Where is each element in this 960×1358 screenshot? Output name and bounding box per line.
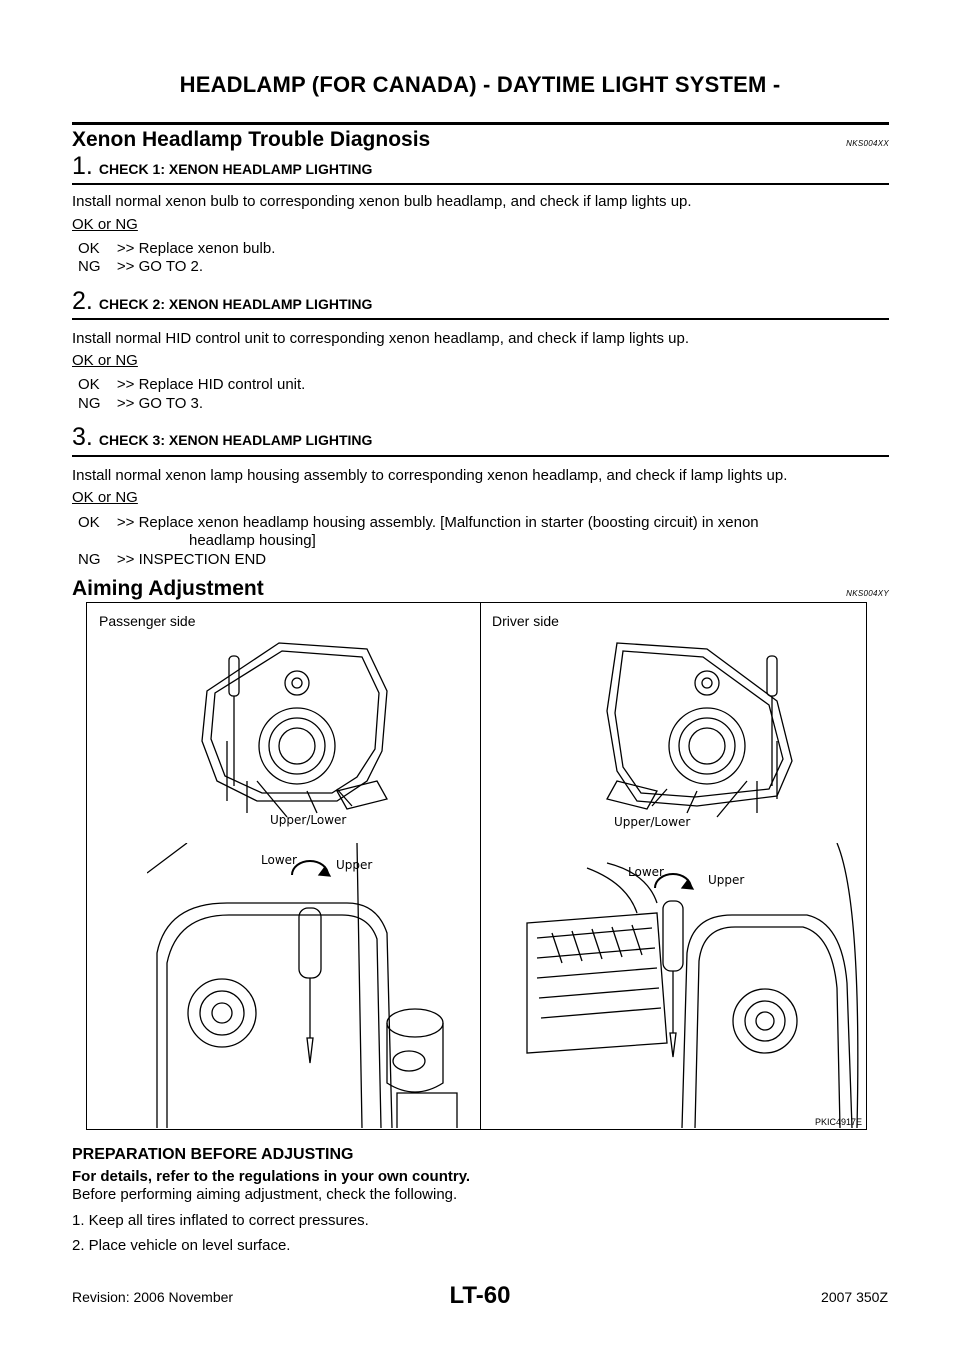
check-2-text: Install normal HID control unit to corresponding xenon headlamp, and check if lamp lights up.	[72, 330, 689, 347]
prep-item: 1. Keep all tires inflated to correct pressures.	[72, 1212, 369, 1229]
check-1-result-ng	[78, 258, 890, 275]
check-2-result-ok	[78, 376, 890, 393]
result-value: >> GO TO 2.	[116, 258, 204, 275]
driver-upper-lower-label: Upper/Lower	[614, 815, 691, 829]
check-1-rule	[72, 183, 889, 185]
prep-bold-line: For details, refer to the regulations in your own country.	[72, 1168, 471, 1185]
figure-id: PKIC4917E	[815, 1117, 863, 1127]
check-3-result-ok	[78, 514, 890, 531]
check-title: CHECK 2: XENON HEADLAMP LIGHTING	[98, 296, 373, 312]
check-3-result-ok-continuation: headlamp housing]	[189, 532, 316, 549]
prep-item: 2. Place vehicle on level surface.	[72, 1237, 291, 1254]
result-key: OK	[78, 240, 100, 257]
check-2-result-ng	[78, 395, 890, 412]
aiming-adjustment-figure	[86, 602, 867, 1130]
check-title: CHECK 1: XENON HEADLAMP LIGHTING	[98, 161, 373, 177]
page-number: LT-60	[449, 1282, 511, 1309]
result-value: >> Replace xenon headlamp housing assembly. [Malfunction in starter (boosting circuit) in xenon	[116, 514, 759, 531]
passenger-lower-label: Lower	[261, 853, 297, 867]
page-header-title: HEADLAMP (FOR CANADA) - DAYTIME LIGHT SYSTEM -	[179, 72, 781, 97]
result-key: NG	[78, 551, 101, 568]
section-title-aiming-adjustment: Aiming Adjustment	[72, 577, 264, 600]
section-id-aiming-adjustment: NKS004XY	[846, 589, 889, 598]
result-key: OK	[78, 376, 100, 393]
prep-line: Before performing aiming adjustment, check the following.	[72, 1186, 458, 1203]
check-2-heading	[72, 287, 372, 316]
check-1-ok-or-ng: OK or NG	[72, 216, 138, 233]
footer-revision: Revision: 2006 November	[72, 1289, 234, 1305]
check-1-result-ok	[78, 240, 890, 257]
passenger-upper-label: Upper	[336, 858, 373, 872]
driver-engine-bay-drawing	[507, 843, 862, 1128]
check-1-text: Install normal xenon bulb to corresponding xenon bulb headlamp, and check if lamp lights up.	[72, 193, 692, 210]
check-3-result-ng	[78, 551, 890, 568]
check-1-heading	[72, 152, 372, 181]
driver-side-label: Driver side	[492, 613, 559, 629]
section-id-trouble-diagnosis: NKS004XX	[846, 139, 889, 148]
check-3-rule	[72, 455, 889, 457]
check-title: CHECK 3: XENON HEADLAMP LIGHTING	[98, 432, 373, 448]
check-3-heading	[72, 423, 372, 452]
check-number: 1.	[72, 152, 93, 180]
passenger-upper-lower-label: Upper/Lower	[270, 813, 347, 827]
check-number: 2.	[72, 287, 93, 315]
check-2-rule	[72, 318, 889, 320]
prep-title: PREPARATION BEFORE ADJUSTING	[72, 1146, 354, 1163]
driver-upper-label: Upper	[708, 873, 745, 887]
check-2-ok-or-ng: OK or NG	[72, 352, 138, 369]
result-value: >> Replace xenon bulb.	[116, 240, 276, 257]
result-value: >> Replace HID control unit.	[116, 376, 306, 393]
result-key: NG	[78, 395, 101, 412]
driver-headlamp-drawing	[577, 631, 817, 821]
check-3-text: Install normal xenon lamp housing assembly to corresponding xenon headlamp, and check if lamp lights up.	[72, 467, 788, 484]
section-title-trouble-diagnosis: Xenon Headlamp Trouble Diagnosis	[72, 128, 431, 151]
check-3-ok-or-ng: OK or NG	[72, 489, 138, 506]
result-value: >> GO TO 3.	[116, 395, 204, 412]
passenger-headlamp-drawing	[187, 631, 427, 821]
check-number: 3.	[72, 423, 93, 451]
passenger-engine-bay-drawing	[147, 843, 467, 1128]
footer-model: 2007 350Z	[821, 1289, 888, 1305]
result-value: >> INSPECTION END	[116, 551, 267, 568]
driver-lower-label: Lower	[628, 865, 664, 879]
result-key: NG	[78, 258, 101, 275]
result-key: OK	[78, 514, 100, 531]
figure-divider	[480, 603, 481, 1129]
passenger-side-label: Passenger side	[99, 613, 196, 629]
header-rule	[72, 122, 889, 125]
